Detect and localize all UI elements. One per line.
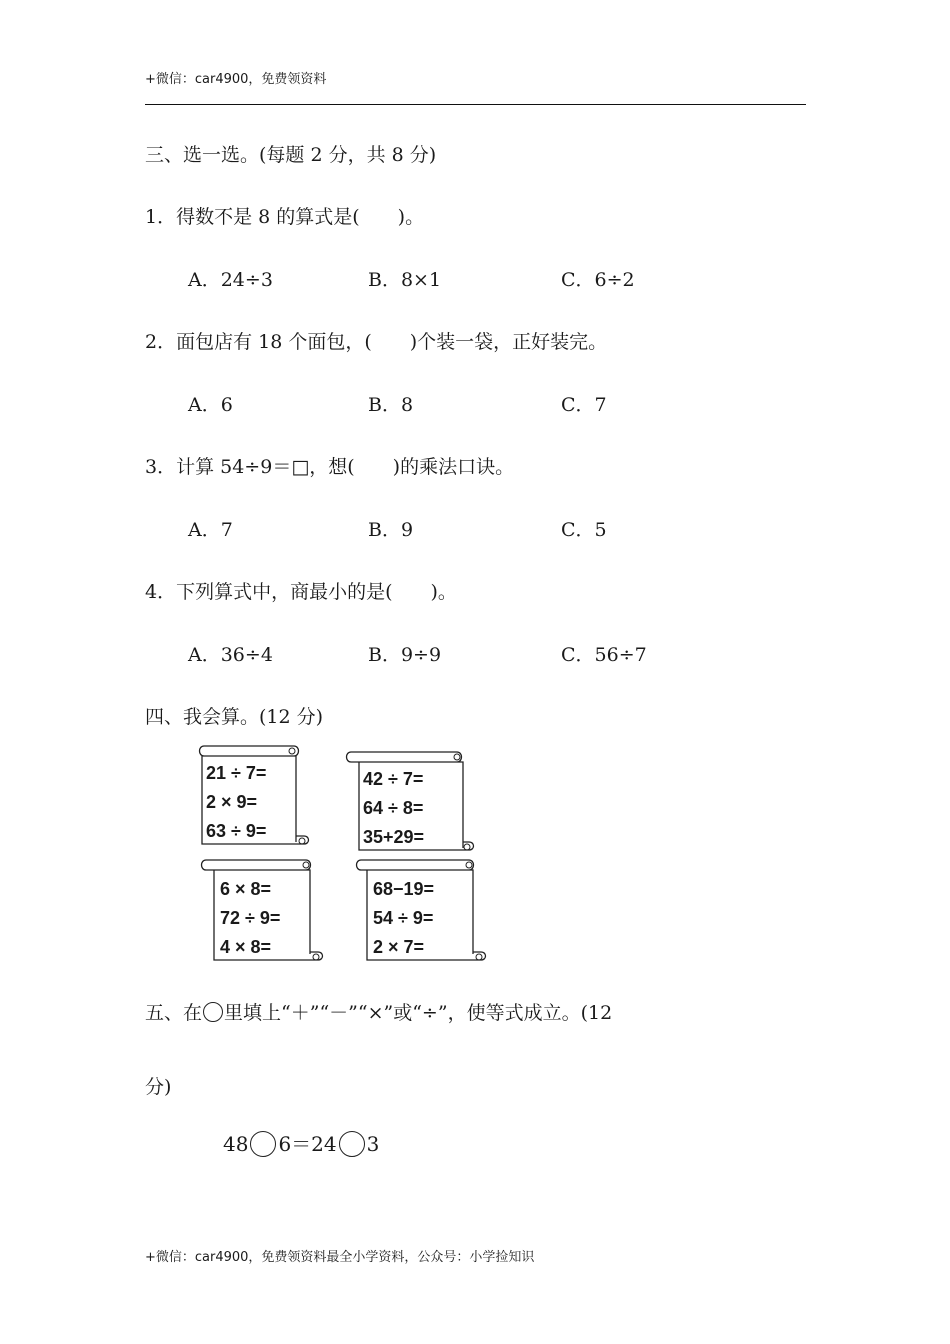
- question-4: 4．下列算式中，商最小的是( )。: [145, 581, 457, 603]
- q2-option-c: C．7: [561, 394, 607, 416]
- q1-option-b: B．8×1: [368, 269, 442, 291]
- q3-option-a: A．7: [188, 519, 233, 541]
- page-header: +微信：car4900，免费领资料: [145, 72, 327, 87]
- scroll1-line1: 21 ÷ 7=: [206, 763, 267, 783]
- page-footer: +微信：car4900，免费领资料最全小学资料，公众号：小学捡知识: [145, 1250, 535, 1265]
- operator-blank-2[interactable]: [339, 1131, 365, 1157]
- scroll-card-1: [198, 744, 310, 852]
- section5-title-rest: 里填上“＋”“－”“×”或“÷”，使等式成立。(12: [224, 1002, 613, 1024]
- scroll-card-3: [200, 858, 325, 966]
- question-1: 1．得数不是 8 的算式是( )。: [145, 206, 425, 228]
- scroll2-line1: 42 ÷ 7=: [363, 769, 424, 789]
- scroll4-line1: 68−19=: [373, 879, 435, 899]
- q4-option-b: B．9÷9: [368, 644, 442, 666]
- scroll-card-2: [345, 750, 477, 858]
- equation-right-number: 3: [366, 1132, 380, 1156]
- scroll3-line2: 72 ÷ 9=: [220, 908, 281, 928]
- operator-blank-1[interactable]: [250, 1131, 276, 1157]
- section5-title: [145, 998, 612, 1025]
- equation-middle: 6＝24: [278, 1132, 337, 1156]
- question-2: 2．面包店有 18 个面包，( )个装一袋，正好装完。: [145, 331, 608, 353]
- section5-title-line2: 分): [145, 1076, 172, 1098]
- scroll2-line3: 35+29=: [363, 827, 425, 847]
- q1-option-a: A．24÷3: [188, 269, 273, 291]
- q3-option-b: B．9: [368, 519, 414, 541]
- equation-left-number: 48: [223, 1132, 249, 1156]
- scroll1-line2: 2 × 9=: [206, 792, 258, 812]
- scroll3-line1: 6 × 8=: [220, 879, 272, 899]
- q4-option-c: C．56÷7: [561, 644, 647, 666]
- q1-option-c: C．6÷2: [561, 269, 635, 291]
- scroll4-line2: 54 ÷ 9=: [373, 908, 434, 928]
- q4-option-a: A．36÷4: [188, 644, 273, 666]
- q2-option-a: A．6: [188, 394, 233, 416]
- section5-title-start: 五、在: [145, 1002, 203, 1024]
- section3-title: 三、选一选。(每题 2 分，共 8 分): [145, 144, 437, 166]
- scroll4-line3: 2 × 7=: [373, 937, 425, 957]
- section4-title: 四、我会算。(12 分): [145, 706, 324, 728]
- scroll1-line3: 63 ÷ 9=: [206, 821, 267, 841]
- equation: [223, 1128, 379, 1157]
- q3-option-c: C．5: [561, 519, 607, 541]
- blank-circle-icon: [203, 1002, 223, 1022]
- scroll-card-4: [355, 858, 490, 966]
- scroll2-line2: 64 ÷ 8=: [363, 798, 424, 818]
- header-rule: [145, 104, 806, 105]
- scroll3-line3: 4 × 8=: [220, 937, 272, 957]
- question-3: 3．计算 54÷9＝□，想( )的乘法口诀。: [145, 456, 515, 478]
- q2-option-b: B．8: [368, 394, 414, 416]
